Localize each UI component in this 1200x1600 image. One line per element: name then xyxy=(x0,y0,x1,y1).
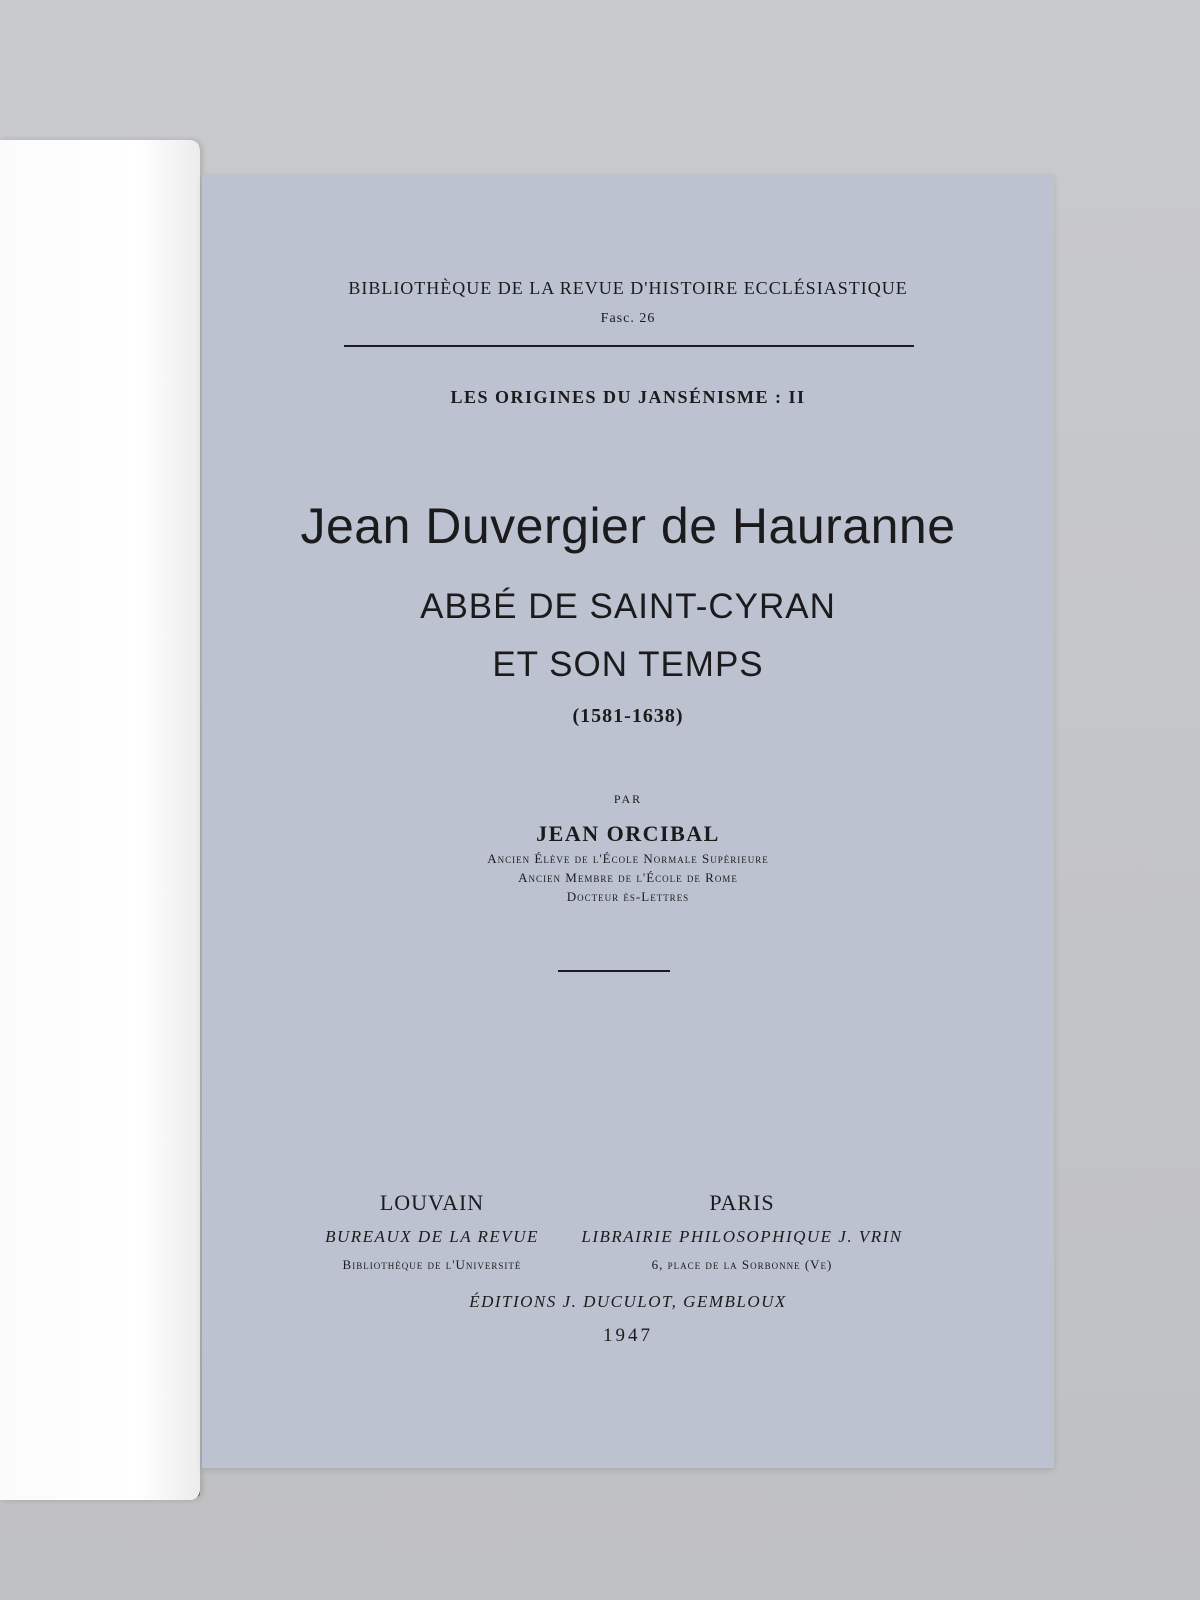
divider-rule xyxy=(558,970,670,972)
series-title: BIBLIOTHÈQUE DE LA REVUE D'HISTOIRE ECCLÉSIASTIQUE xyxy=(348,278,908,298)
author-credential: Docteur ès-Lettres xyxy=(566,889,690,904)
title-page xyxy=(202,175,1054,1468)
author-credential: Ancien Membre de l'École de Rome xyxy=(518,870,738,885)
publisher-detail-louvain: Bibliothèque de l'Université xyxy=(342,1257,522,1272)
book-subtitle-line1: ABBÉ DE SAINT-CYRAN xyxy=(420,587,836,626)
book-subtitle-line2: ET SON TEMPS xyxy=(492,645,764,684)
publication-year: 1947 xyxy=(603,1325,653,1346)
printer-imprint: ÉDITIONS J. DUCULOT, GEMBLOUX xyxy=(469,1292,787,1311)
publisher-city-paris: PARIS xyxy=(709,1190,775,1215)
title-page-content xyxy=(202,175,1054,1468)
publisher-name-paris: LIBRAIRIE PHILOSOPHIQUE J. VRIN xyxy=(581,1227,903,1246)
by-label: PAR xyxy=(613,792,643,806)
book-title: Jean Duvergier de Hauranne xyxy=(300,498,956,554)
fascicle-number: Fasc. 26 xyxy=(600,311,656,326)
author-name: JEAN ORCIBAL xyxy=(536,821,720,846)
publisher-city-louvain: LOUVAIN xyxy=(379,1190,485,1215)
book-dates: (1581-1638) xyxy=(572,705,684,727)
author-credential: Ancien Élève de l'École Normale Supérieure xyxy=(487,851,769,866)
left-page xyxy=(0,140,200,1500)
publisher-detail-paris: 6, place de la Sorbonne (Ve) xyxy=(651,1257,833,1272)
publisher-name-louvain: BUREAUX DE LA REVUE xyxy=(325,1227,539,1246)
subseries-title: LES ORIGINES DU JANSÉNISME : II xyxy=(450,387,806,407)
header-rule xyxy=(344,345,914,347)
